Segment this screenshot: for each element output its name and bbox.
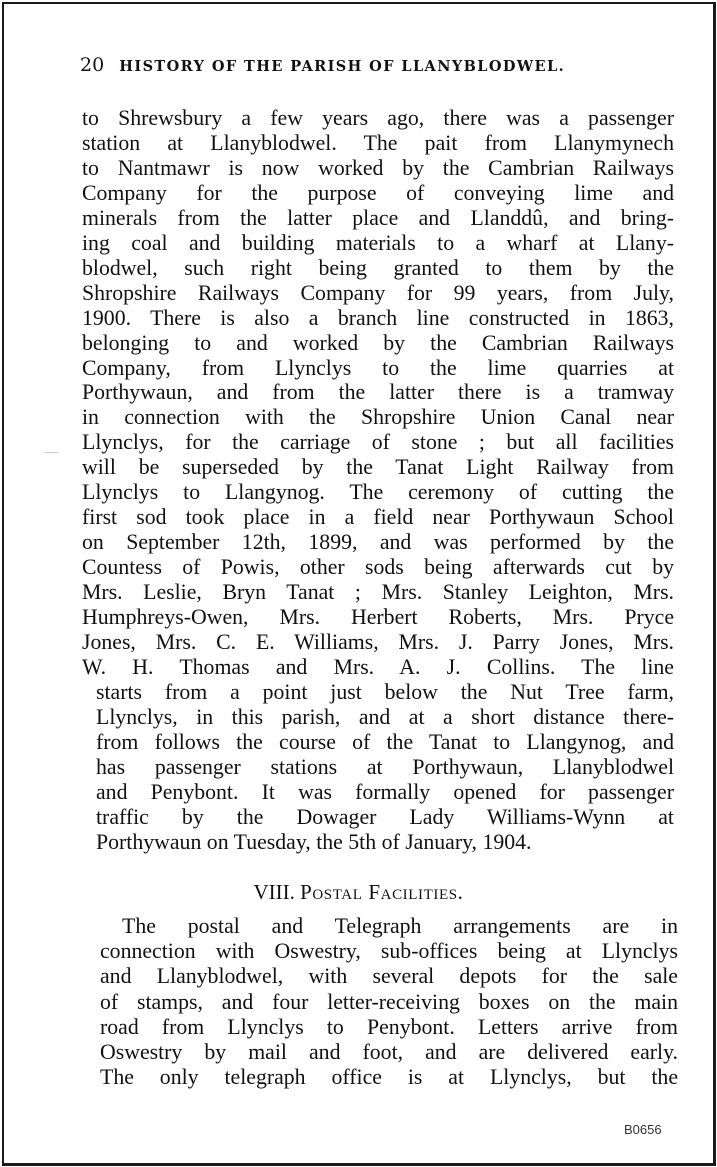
text-line: connection with Oswestry, sub-offices being at Llynclys — [100, 939, 678, 964]
text-line: from follows the course of the Tanat to Llangynog, and — [96, 729, 674, 754]
text-line: Jones, Mrs. C. E. Williams, Mrs. J. Parry Jones, Mrs. — [82, 630, 674, 655]
running-title: HISTORY OF THE PARISH OF LLANYBLODWEL. — [119, 58, 566, 75]
section-heading — [4, 880, 713, 905]
text-line: W. H. Thomas and Mrs. A. J. Collins. The line — [82, 654, 674, 679]
text-line: Mrs. Leslie, Bryn Tanat ; Mrs. Stanley Leighton, Mrs. — [82, 580, 674, 605]
text-line: starts from a point just below the Nut Tree farm, — [96, 679, 674, 704]
text-line: 1900. There is also a branch line constructed in 1863, — [82, 305, 674, 330]
section-title: Postal Facilities. — [300, 880, 464, 904]
text-line: will be superseded by the Tanat Light Railway from — [82, 455, 674, 480]
text-line: Llynclys to Llangynog. The ceremony of cutting the — [82, 480, 674, 505]
text-line: on September 12th, 1899, and was performed by the — [82, 530, 674, 555]
scan-mark — [44, 452, 58, 453]
text-line: Llynclys, in this parish, and at a short distance there- — [96, 704, 674, 729]
text-line: first sod took place in a field near Porthywaun School — [82, 505, 674, 530]
page-header — [80, 54, 680, 76]
book-page — [2, 2, 716, 1166]
text-line: Llynclys, for the carriage of stone ; but all facilities — [82, 430, 674, 455]
text-line: of stamps, and four letter-receiving boxes on the main — [100, 989, 678, 1014]
text-line: Shropshire Railways Company for 99 years, from July, — [82, 280, 674, 305]
text-line: Humphreys-Owen, Mrs. Herbert Roberts, Mrs. Pryce — [82, 605, 674, 630]
page-number: 20 — [80, 54, 105, 76]
text-line: to Nantmawr is now worked by the Cambrian Railways — [82, 155, 674, 180]
text-line: station at Llanyblodwel. The pait from Llanymynech — [82, 130, 674, 155]
text-line: belonging to and worked by the Cambrian Railways — [82, 330, 674, 355]
text-line: Company, from Llynclys to the lime quarries at — [82, 355, 674, 380]
text-line: The postal and Telegraph arrangements are in — [122, 914, 678, 938]
text-line: in connection with the Shropshire Union Canal near — [82, 405, 674, 430]
text-line: Countess of Powis, other sods being afterwards cut by — [82, 555, 674, 580]
text-line: Oswestry by mail and foot, and are delivered early. — [100, 1040, 678, 1065]
text-line: road from Llynclys to Penybont. Letters arrive from — [100, 1014, 678, 1039]
text-line: blodwel, such right being granted to them by the — [82, 255, 674, 280]
text-line: has passenger stations at Porthywaun, Llanyblodwel — [96, 754, 674, 779]
text-line: and Llanyblodwel, with several depots for the sale — [100, 964, 678, 989]
scan-code-label: B0656 — [624, 1122, 662, 1137]
text-line: traffic by the Dowager Lady Williams-Wynn at — [96, 804, 674, 829]
text-line: The only telegraph office is at Llynclys, but the — [100, 1065, 678, 1090]
text-line: to Shrewsbury a few years ago, there was a passenger — [82, 106, 674, 130]
section-number: VIII. — [253, 880, 295, 904]
text-line: minerals from the latter place and Llanddû, and bring- — [82, 205, 674, 230]
body-paragraph — [82, 106, 674, 855]
text-line: Company for the purpose of conveying lime and — [82, 180, 674, 205]
text-line: ing coal and building materials to a wharf at Llany- — [82, 230, 674, 255]
text-line: Porthywaun, and from the latter there is a tramway — [82, 380, 674, 405]
text-line: and Penybont. It was formally opened for passenger — [96, 779, 674, 804]
text-line: Porthywaun on Tuesday, the 5th of January, 1904. — [96, 829, 532, 854]
postal-paragraph — [100, 914, 678, 1090]
